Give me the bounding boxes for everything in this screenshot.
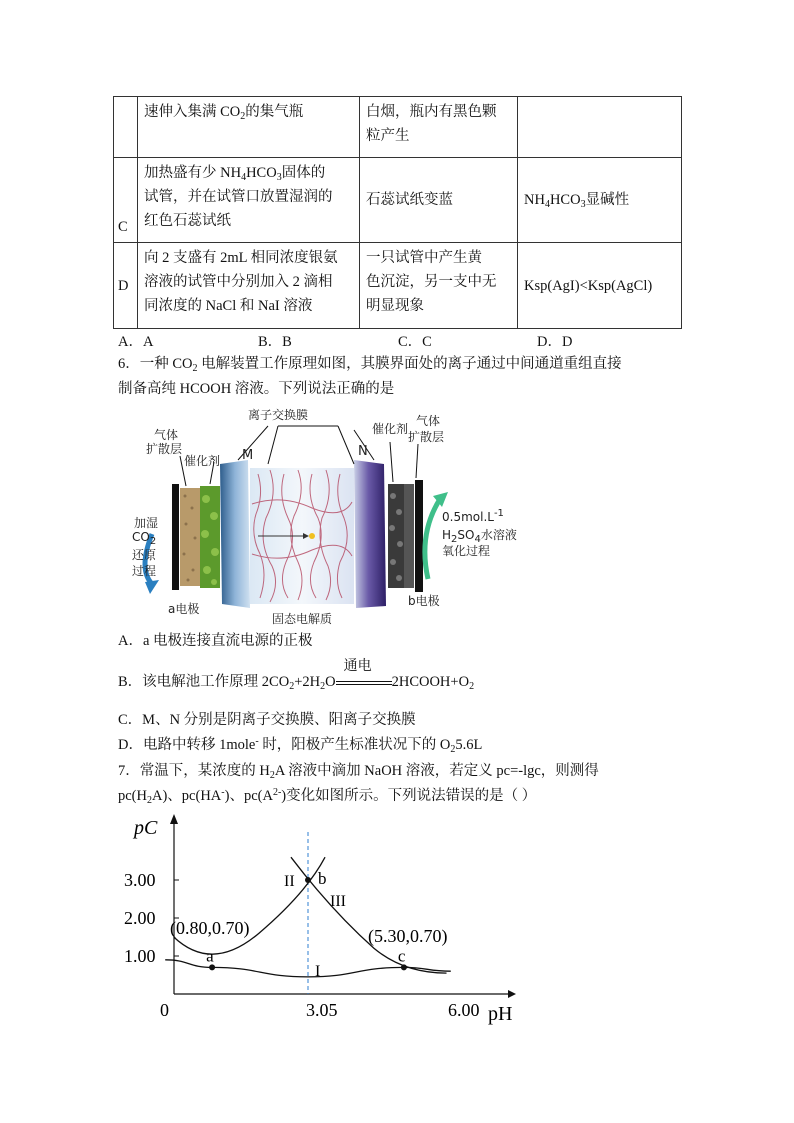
option-d[interactable]: D．D <box>537 334 573 350</box>
x-tick-label: 6.00 <box>448 1000 480 1020</box>
experiment-table <box>113 96 682 329</box>
q6-stem-line2: 制备高纯 HCOOH 溶液。下列说法正确的是 <box>118 381 395 397</box>
row-label: D <box>114 243 138 329</box>
x-tick-label: 0 <box>160 1000 169 1020</box>
table-row <box>114 158 682 243</box>
reaction-condition: 通电 <box>336 676 392 690</box>
point-label-c: c <box>397 946 406 966</box>
q6-option-b[interactable]: B．该电解池工作原理 $2CO_2+2H_2O$ 通电 $2HCOOH+O_2$ <box>118 658 475 692</box>
y-tick-label: 3.00 <box>124 870 156 890</box>
point-label-b: b <box>318 869 327 888</box>
b-electrode-label: b电极 <box>408 594 440 608</box>
curve-label-iii: III <box>330 893 346 910</box>
table-cell <box>518 97 682 158</box>
q6-option-a[interactable]: A．a 电极连接直流电源的正极 <box>118 633 313 649</box>
electrolysis-figure <box>128 404 458 626</box>
table-cell: 一只试管中产生黄 色沉淀，另一支中无 明显现象 <box>360 243 518 329</box>
option-a[interactable]: A．A <box>118 334 154 350</box>
point-coord-a: (0.80,0.70) <box>170 918 250 938</box>
curve-label-ii: II <box>284 873 295 890</box>
point-label-a: a <box>206 946 214 966</box>
gas-layer-right-label: 气体 <box>416 414 441 428</box>
pc-ph-chart <box>110 808 530 1030</box>
q6-option-d[interactable]: D．电路中转移 1mole- 时，阳极产生标准状况下的 $O_25.6L$ <box>118 736 483 755</box>
left-process-label3: 还原 <box>132 548 157 562</box>
gas-layer-left-label2: 扩散层 <box>146 442 183 456</box>
q6-stem-line1: 6．一种 $CO_2$ 电解装置工作原理如图，其膜界面处的离子通过中间通道重组直接 <box>118 356 622 374</box>
x-axis-arrow <box>508 990 516 998</box>
y-axis-label: pC <box>134 817 158 839</box>
left-process-label2: $CO_2$ <box>132 530 157 547</box>
membrane-label: 离子交换膜 <box>248 408 309 422</box>
right-process-label2: $H_2SO_4$水溶液 <box>442 528 517 545</box>
q6-option-c[interactable]: C．M、N 分别是阴离子交换膜、阳离子交换膜 <box>118 712 416 728</box>
table-row <box>114 243 682 329</box>
a-electrode-label: a电极 <box>168 602 200 616</box>
y-tick-label: 2.00 <box>124 908 156 928</box>
membrane-m-label: M <box>242 448 254 463</box>
x-axis-label: pH <box>488 1003 513 1025</box>
row-label: C <box>114 158 138 243</box>
membrane-n-label: N <box>358 444 368 459</box>
table-cell: Ksp(AgI)<Ksp(AgCl) <box>518 243 682 329</box>
gas-layer-left-label: 气体 <box>154 428 179 442</box>
right-process-label3: 氧化过程 <box>442 544 491 558</box>
gas-layer-right-label2: 扩散层 <box>408 430 445 444</box>
point-coord-c: (5.30,0.70) <box>368 926 448 946</box>
point-b <box>305 877 311 883</box>
left-process-label1: 加湿 <box>134 516 159 530</box>
q7-stem-line1: 7．常温下，某浓度的 $H_2A$ 溶液中滴加 NaOH 溶液，若定义 pc=-lgc，则测得 <box>118 763 599 781</box>
option-c[interactable]: C．C <box>398 334 432 350</box>
electrolyte-label: 固态电解质 <box>272 612 333 626</box>
row-label <box>114 97 138 158</box>
table-cell: 加热盛有少 $NH_4HCO_3$固体的 试管，并在试管口放置湿润的 红色石蕊试纸 <box>138 158 360 243</box>
table-cell: 速伸入集满 $CO_2$的集气瓶 <box>138 97 360 158</box>
q7-stem-line2: $pc(H_2A)$、pc(HA-)、$pc(A^{2-})$变化如图所示。下列说法错误的是（ ） <box>118 787 537 806</box>
catalyst-right-label: 催化剂 <box>372 422 409 436</box>
left-process-label4: 过程 <box>132 564 157 578</box>
x-tick-label: 3.05 <box>306 1000 338 1020</box>
y-tick-label: 1.00 <box>124 946 156 966</box>
table-cell: 白烟，瓶内有黑色颗 粒产生 <box>360 97 518 158</box>
table-row <box>114 97 682 158</box>
right-process-label1: $0.5mol.L^{-1}$ <box>442 508 504 524</box>
catalyst-left-label: 催化剂 <box>184 454 221 468</box>
table-cell: 向 2 支盛有 2mL 相同浓度银氨 溶液的试管中分别加入 2 滴相 同浓度的 NaCl 和 NaI 溶液 <box>138 243 360 329</box>
curve-label-i: I <box>315 963 321 980</box>
table-cell: $NH_4HCO_3$显碱性 <box>518 158 682 243</box>
y-axis-arrow <box>170 814 178 824</box>
table-cell: 石蕊试纸变蓝 <box>360 158 518 243</box>
option-b[interactable]: B．B <box>258 334 292 350</box>
